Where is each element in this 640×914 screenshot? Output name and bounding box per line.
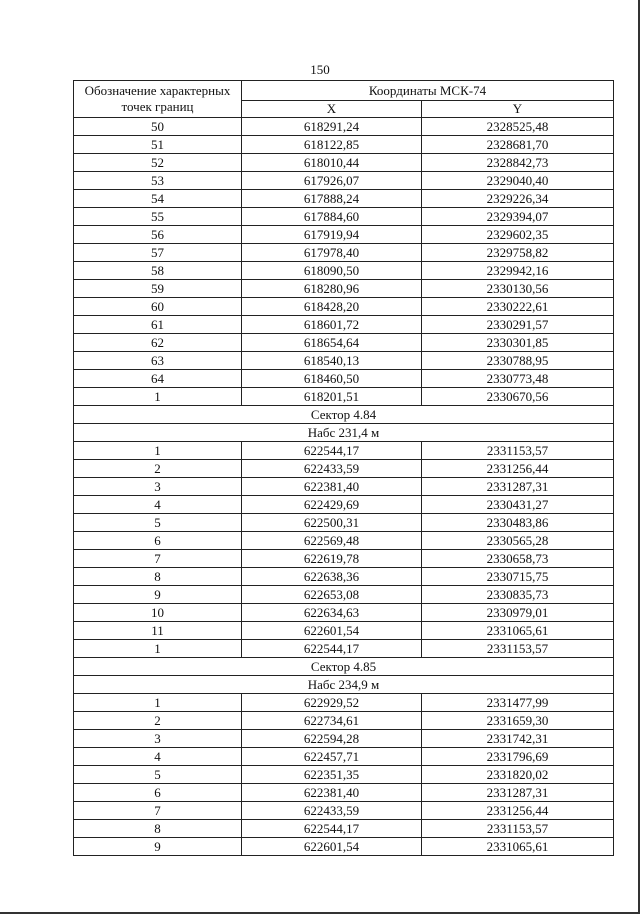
- table-row: [74, 244, 614, 262]
- point-number-cell: 5: [74, 766, 242, 784]
- table-row: [74, 442, 614, 460]
- point-number-cell: 2: [74, 460, 242, 478]
- y-coordinate-cell: 2331477,99: [422, 694, 614, 712]
- y-header: Y: [422, 101, 614, 118]
- x-coordinate-cell: 618010,44: [242, 154, 422, 172]
- y-coordinate-cell: 2330222,61: [422, 298, 614, 316]
- x-coordinate-cell: 618428,20: [242, 298, 422, 316]
- point-number-cell: 50: [74, 118, 242, 136]
- table-row: [74, 280, 614, 298]
- y-coordinate-cell: 2331256,44: [422, 460, 614, 478]
- y-coordinate-cell: 2329226,34: [422, 190, 614, 208]
- table-row: [74, 514, 614, 532]
- table-row: [74, 208, 614, 226]
- point-number-cell: 62: [74, 334, 242, 352]
- table-row: [74, 190, 614, 208]
- y-coordinate-cell: 2329040,40: [422, 172, 614, 190]
- x-coordinate-cell: 617919,94: [242, 226, 422, 244]
- table-row: [74, 352, 614, 370]
- section-title: Сектор 4.84: [74, 406, 614, 424]
- y-coordinate-cell: 2330291,57: [422, 316, 614, 334]
- y-coordinate-cell: 2331659,30: [422, 712, 614, 730]
- coord-system-header: Координаты МСК-74: [242, 81, 614, 101]
- point-number-cell: 9: [74, 586, 242, 604]
- x-coordinate-cell: 622351,35: [242, 766, 422, 784]
- point-number-cell: 3: [74, 478, 242, 496]
- y-coordinate-cell: 2329942,16: [422, 262, 614, 280]
- table-row: [74, 154, 614, 172]
- y-coordinate-cell: 2331287,31: [422, 784, 614, 802]
- y-coordinate-cell: 2331153,57: [422, 820, 614, 838]
- y-coordinate-cell: 2331796,69: [422, 748, 614, 766]
- table-row: [74, 730, 614, 748]
- section-title-row: [74, 406, 614, 424]
- point-number-cell: 4: [74, 496, 242, 514]
- table-row: [74, 820, 614, 838]
- table-row: [74, 802, 614, 820]
- point-number-cell: 57: [74, 244, 242, 262]
- table-row: [74, 262, 614, 280]
- table-row: [74, 622, 614, 640]
- page-number: 150: [310, 62, 330, 77]
- point-number-cell: 54: [74, 190, 242, 208]
- table-row: [74, 838, 614, 856]
- point-number-cell: 11: [74, 622, 242, 640]
- table-row: [74, 298, 614, 316]
- y-coordinate-cell: 2331153,57: [422, 640, 614, 658]
- table-row: [74, 694, 614, 712]
- y-coordinate-cell: 2330301,85: [422, 334, 614, 352]
- section-height-row: [74, 424, 614, 442]
- y-coordinate-cell: 2331065,61: [422, 838, 614, 856]
- point-number-cell: 56: [74, 226, 242, 244]
- point-number-cell: 3: [74, 730, 242, 748]
- table-row: [74, 136, 614, 154]
- x-coordinate-cell: 622433,59: [242, 802, 422, 820]
- table-row: [74, 370, 614, 388]
- point-number-cell: 63: [74, 352, 242, 370]
- x-coordinate-cell: 622433,59: [242, 460, 422, 478]
- point-number-cell: 52: [74, 154, 242, 172]
- x-coordinate-cell: 617926,07: [242, 172, 422, 190]
- y-coordinate-cell: 2329602,35: [422, 226, 614, 244]
- x-coordinate-cell: 622544,17: [242, 442, 422, 460]
- x-coordinate-cell: 622544,17: [242, 640, 422, 658]
- point-number-cell: 61: [74, 316, 242, 334]
- table-row: [74, 460, 614, 478]
- x-coordinate-cell: 622544,17: [242, 820, 422, 838]
- y-coordinate-cell: 2331256,44: [422, 802, 614, 820]
- x-header: X: [242, 101, 422, 118]
- x-coordinate-cell: 622653,08: [242, 586, 422, 604]
- x-coordinate-cell: 618460,50: [242, 370, 422, 388]
- x-coordinate-cell: 622457,71: [242, 748, 422, 766]
- point-number-cell: 6: [74, 784, 242, 802]
- x-coordinate-cell: 618201,51: [242, 388, 422, 406]
- y-coordinate-cell: 2330670,56: [422, 388, 614, 406]
- table-row: [74, 334, 614, 352]
- y-coordinate-cell: 2330715,75: [422, 568, 614, 586]
- x-coordinate-cell: 618601,72: [242, 316, 422, 334]
- table-row: [74, 226, 614, 244]
- y-coordinate-cell: 2330773,48: [422, 370, 614, 388]
- y-coordinate-cell: 2331065,61: [422, 622, 614, 640]
- y-coordinate-cell: 2330130,56: [422, 280, 614, 298]
- y-coordinate-cell: 2330483,86: [422, 514, 614, 532]
- x-coordinate-cell: 618654,64: [242, 334, 422, 352]
- table-row: [74, 748, 614, 766]
- x-coordinate-cell: 618280,96: [242, 280, 422, 298]
- x-coordinate-cell: 617884,60: [242, 208, 422, 226]
- x-coordinate-cell: 622734,61: [242, 712, 422, 730]
- x-coordinate-cell: 622381,40: [242, 784, 422, 802]
- point-number-cell: 7: [74, 550, 242, 568]
- point-number-cell: 7: [74, 802, 242, 820]
- y-coordinate-cell: 2329758,82: [422, 244, 614, 262]
- table-row: [74, 712, 614, 730]
- table-row: [74, 550, 614, 568]
- point-number-cell: 8: [74, 820, 242, 838]
- table-row: [74, 640, 614, 658]
- point-number-cell: 4: [74, 748, 242, 766]
- y-coordinate-cell: 2331820,02: [422, 766, 614, 784]
- y-coordinate-cell: 2328525,48: [422, 118, 614, 136]
- y-coordinate-cell: 2331742,31: [422, 730, 614, 748]
- point-number-cell: 58: [74, 262, 242, 280]
- y-coordinate-cell: 2330788,95: [422, 352, 614, 370]
- table-row: [74, 172, 614, 190]
- table-row: [74, 478, 614, 496]
- x-coordinate-cell: 622619,78: [242, 550, 422, 568]
- x-coordinate-cell: 618291,24: [242, 118, 422, 136]
- point-number-cell: 9: [74, 838, 242, 856]
- point-number-cell: 1: [74, 694, 242, 712]
- y-coordinate-cell: 2328842,73: [422, 154, 614, 172]
- x-coordinate-cell: 622601,54: [242, 838, 422, 856]
- y-coordinate-cell: 2330658,73: [422, 550, 614, 568]
- y-coordinate-cell: 2330565,28: [422, 532, 614, 550]
- table-row: [74, 766, 614, 784]
- y-coordinate-cell: 2330835,73: [422, 586, 614, 604]
- point-number-cell: 53: [74, 172, 242, 190]
- table-row: [74, 388, 614, 406]
- point-number-cell: 59: [74, 280, 242, 298]
- point-number-cell: 1: [74, 388, 242, 406]
- point-number-cell: 2: [74, 712, 242, 730]
- point-number-cell: 1: [74, 640, 242, 658]
- section-title-row: [74, 658, 614, 676]
- x-coordinate-cell: 622601,54: [242, 622, 422, 640]
- x-coordinate-cell: 618090,50: [242, 262, 422, 280]
- table-row: [74, 316, 614, 334]
- point-number-cell: 60: [74, 298, 242, 316]
- x-coordinate-cell: 622500,31: [242, 514, 422, 532]
- table-row: [74, 496, 614, 514]
- table-row: [74, 568, 614, 586]
- point-number-cell: 64: [74, 370, 242, 388]
- table-row: [74, 604, 614, 622]
- x-coordinate-cell: 622381,40: [242, 478, 422, 496]
- point-number-cell: 6: [74, 532, 242, 550]
- designation-header: Обозначение характерных точек границ: [74, 81, 242, 118]
- x-coordinate-cell: 618540,13: [242, 352, 422, 370]
- table-row: [74, 586, 614, 604]
- x-coordinate-cell: 617888,24: [242, 190, 422, 208]
- y-coordinate-cell: 2328681,70: [422, 136, 614, 154]
- point-number-cell: 8: [74, 568, 242, 586]
- y-coordinate-cell: 2329394,07: [422, 208, 614, 226]
- x-coordinate-cell: 622929,52: [242, 694, 422, 712]
- y-coordinate-cell: 2330431,27: [422, 496, 614, 514]
- point-number-cell: 5: [74, 514, 242, 532]
- x-coordinate-cell: 622638,36: [242, 568, 422, 586]
- point-number-cell: 55: [74, 208, 242, 226]
- point-number-cell: 10: [74, 604, 242, 622]
- section-height: Набс 234,9 м: [74, 676, 614, 694]
- table-row: [74, 784, 614, 802]
- section-height-row: [74, 676, 614, 694]
- table-body: [74, 118, 614, 856]
- x-coordinate-cell: 622569,48: [242, 532, 422, 550]
- section-title: Сектор 4.85: [74, 658, 614, 676]
- x-coordinate-cell: 622429,69: [242, 496, 422, 514]
- x-coordinate-cell: 618122,85: [242, 136, 422, 154]
- x-coordinate-cell: 622594,28: [242, 730, 422, 748]
- y-coordinate-cell: 2331287,31: [422, 478, 614, 496]
- x-coordinate-cell: 617978,40: [242, 244, 422, 262]
- x-coordinate-cell: 622634,63: [242, 604, 422, 622]
- y-coordinate-cell: 2330979,01: [422, 604, 614, 622]
- table-row: [74, 532, 614, 550]
- table-row: [74, 118, 614, 136]
- y-coordinate-cell: 2331153,57: [422, 442, 614, 460]
- point-number-cell: 51: [74, 136, 242, 154]
- section-height: Набс 231,4 м: [74, 424, 614, 442]
- point-number-cell: 1: [74, 442, 242, 460]
- coordinates-table: [73, 80, 614, 856]
